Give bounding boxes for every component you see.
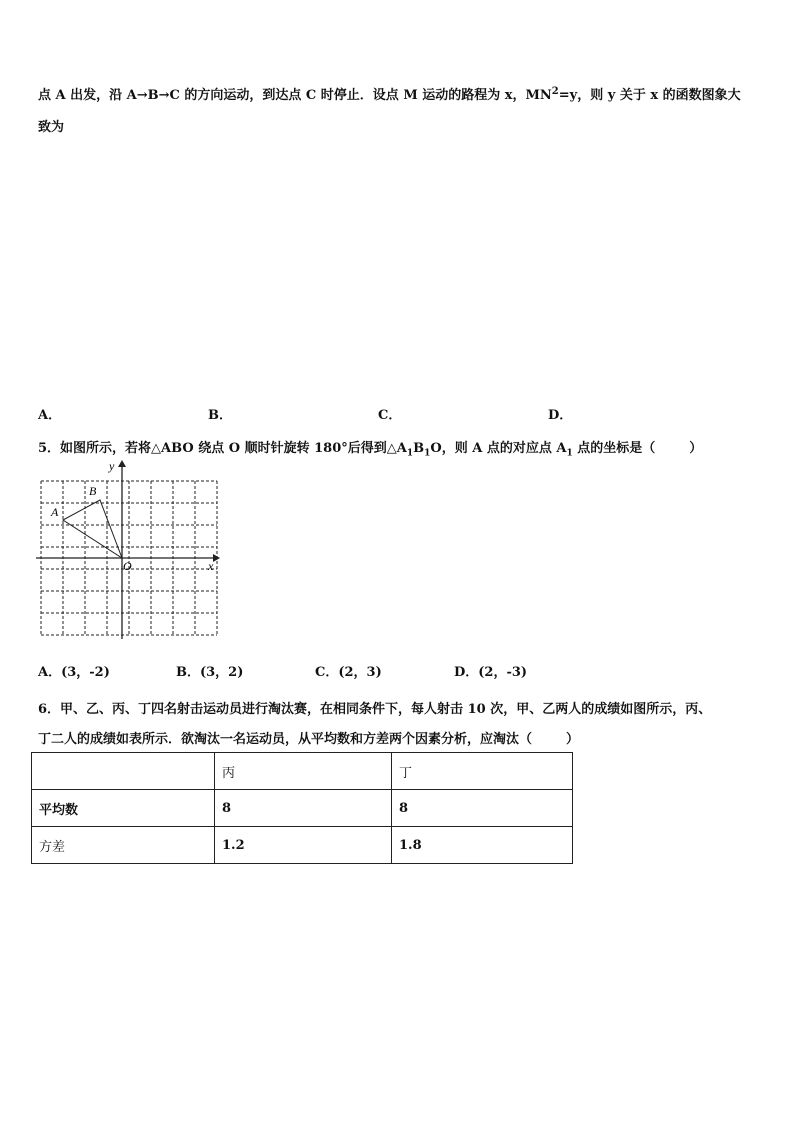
table-cell: 平均数 xyxy=(32,790,215,827)
table-cell: 1.2 xyxy=(215,827,392,864)
table-header-cell: 丁 xyxy=(392,753,573,790)
q4-option-b: B． xyxy=(208,408,232,423)
q5-sub-3: 1 xyxy=(566,448,573,459)
x-axis-arrow-icon xyxy=(213,554,220,562)
q6-score-table xyxy=(31,752,573,864)
q5-option-a: A．(3，-2) xyxy=(38,665,110,680)
table-cell: 方差 xyxy=(32,827,215,864)
q6-stem-line2 xyxy=(38,728,579,747)
y-axis-arrow-icon xyxy=(118,460,126,467)
table-header-row xyxy=(32,753,573,790)
q4-option-a: A． xyxy=(38,408,62,423)
x-axis-label: x xyxy=(208,559,214,573)
q4-option-c: C． xyxy=(378,408,402,423)
q5-option-c: C．(2，3) xyxy=(315,665,382,680)
table-cell: 8 xyxy=(215,790,392,827)
table-cell: 1.8 xyxy=(392,827,573,864)
q6-line2-part-b: ） xyxy=(566,732,580,747)
q4-text-line2: 致为 xyxy=(38,120,65,135)
y-axis-label: y xyxy=(109,459,115,473)
q4-line1-part-a: 点 A 出发，沿 A→B→C 的方向运动，到达点 C 时停止．设点 M 运动的路程为 x，MN xyxy=(38,88,552,103)
q4-text-line1 xyxy=(38,84,741,103)
origin-label: O xyxy=(123,559,132,573)
q5-stem-part-e: ） xyxy=(689,441,703,456)
q5-option-b: B．(3，2) xyxy=(176,665,244,680)
table-row xyxy=(32,790,573,827)
q4-option-d: D． xyxy=(548,408,573,423)
table-cell: 8 xyxy=(392,790,573,827)
triangle-abo xyxy=(63,500,122,558)
q5-stem-part-a: 5．如图所示，若将△ABO 绕点 O 顺时针旋转 180°后得到△A xyxy=(38,441,407,456)
q5-option-d: D．(2，-3) xyxy=(454,665,528,680)
table-header-cell xyxy=(32,753,215,790)
q5-sub-1: 1 xyxy=(406,448,414,459)
point-b-label: B xyxy=(89,484,97,498)
q5-stem-part-c: O，则 A 点的对应点 A xyxy=(430,441,567,456)
q5-stem-part-b: B xyxy=(413,441,425,456)
q5-coordinate-figure xyxy=(30,456,230,646)
q5-sub-2: 1 xyxy=(424,448,431,459)
q6-line2-part-a: 丁二人的成绩如表所示．欲淘汰一名运动员，从平均数和方差两个因素分析，应淘汰（ xyxy=(38,732,533,747)
q5-stem-part-d: 点的坐标是（ xyxy=(572,441,656,456)
point-a-label: A xyxy=(51,505,59,519)
q6-stem-line1: 6．甲、乙、丙、丁四名射击运动员进行淘汰赛，在相同条件下，每人射击 10 次，甲、乙两人的成绩如图所示，丙、 xyxy=(38,702,712,717)
q4-line1-part-b: =y，则 y 关于 x 的函数图象大 xyxy=(558,88,741,103)
table-row xyxy=(32,827,573,864)
q4-superscript: 2 xyxy=(551,86,559,97)
table-header-cell: 丙 xyxy=(215,753,392,790)
